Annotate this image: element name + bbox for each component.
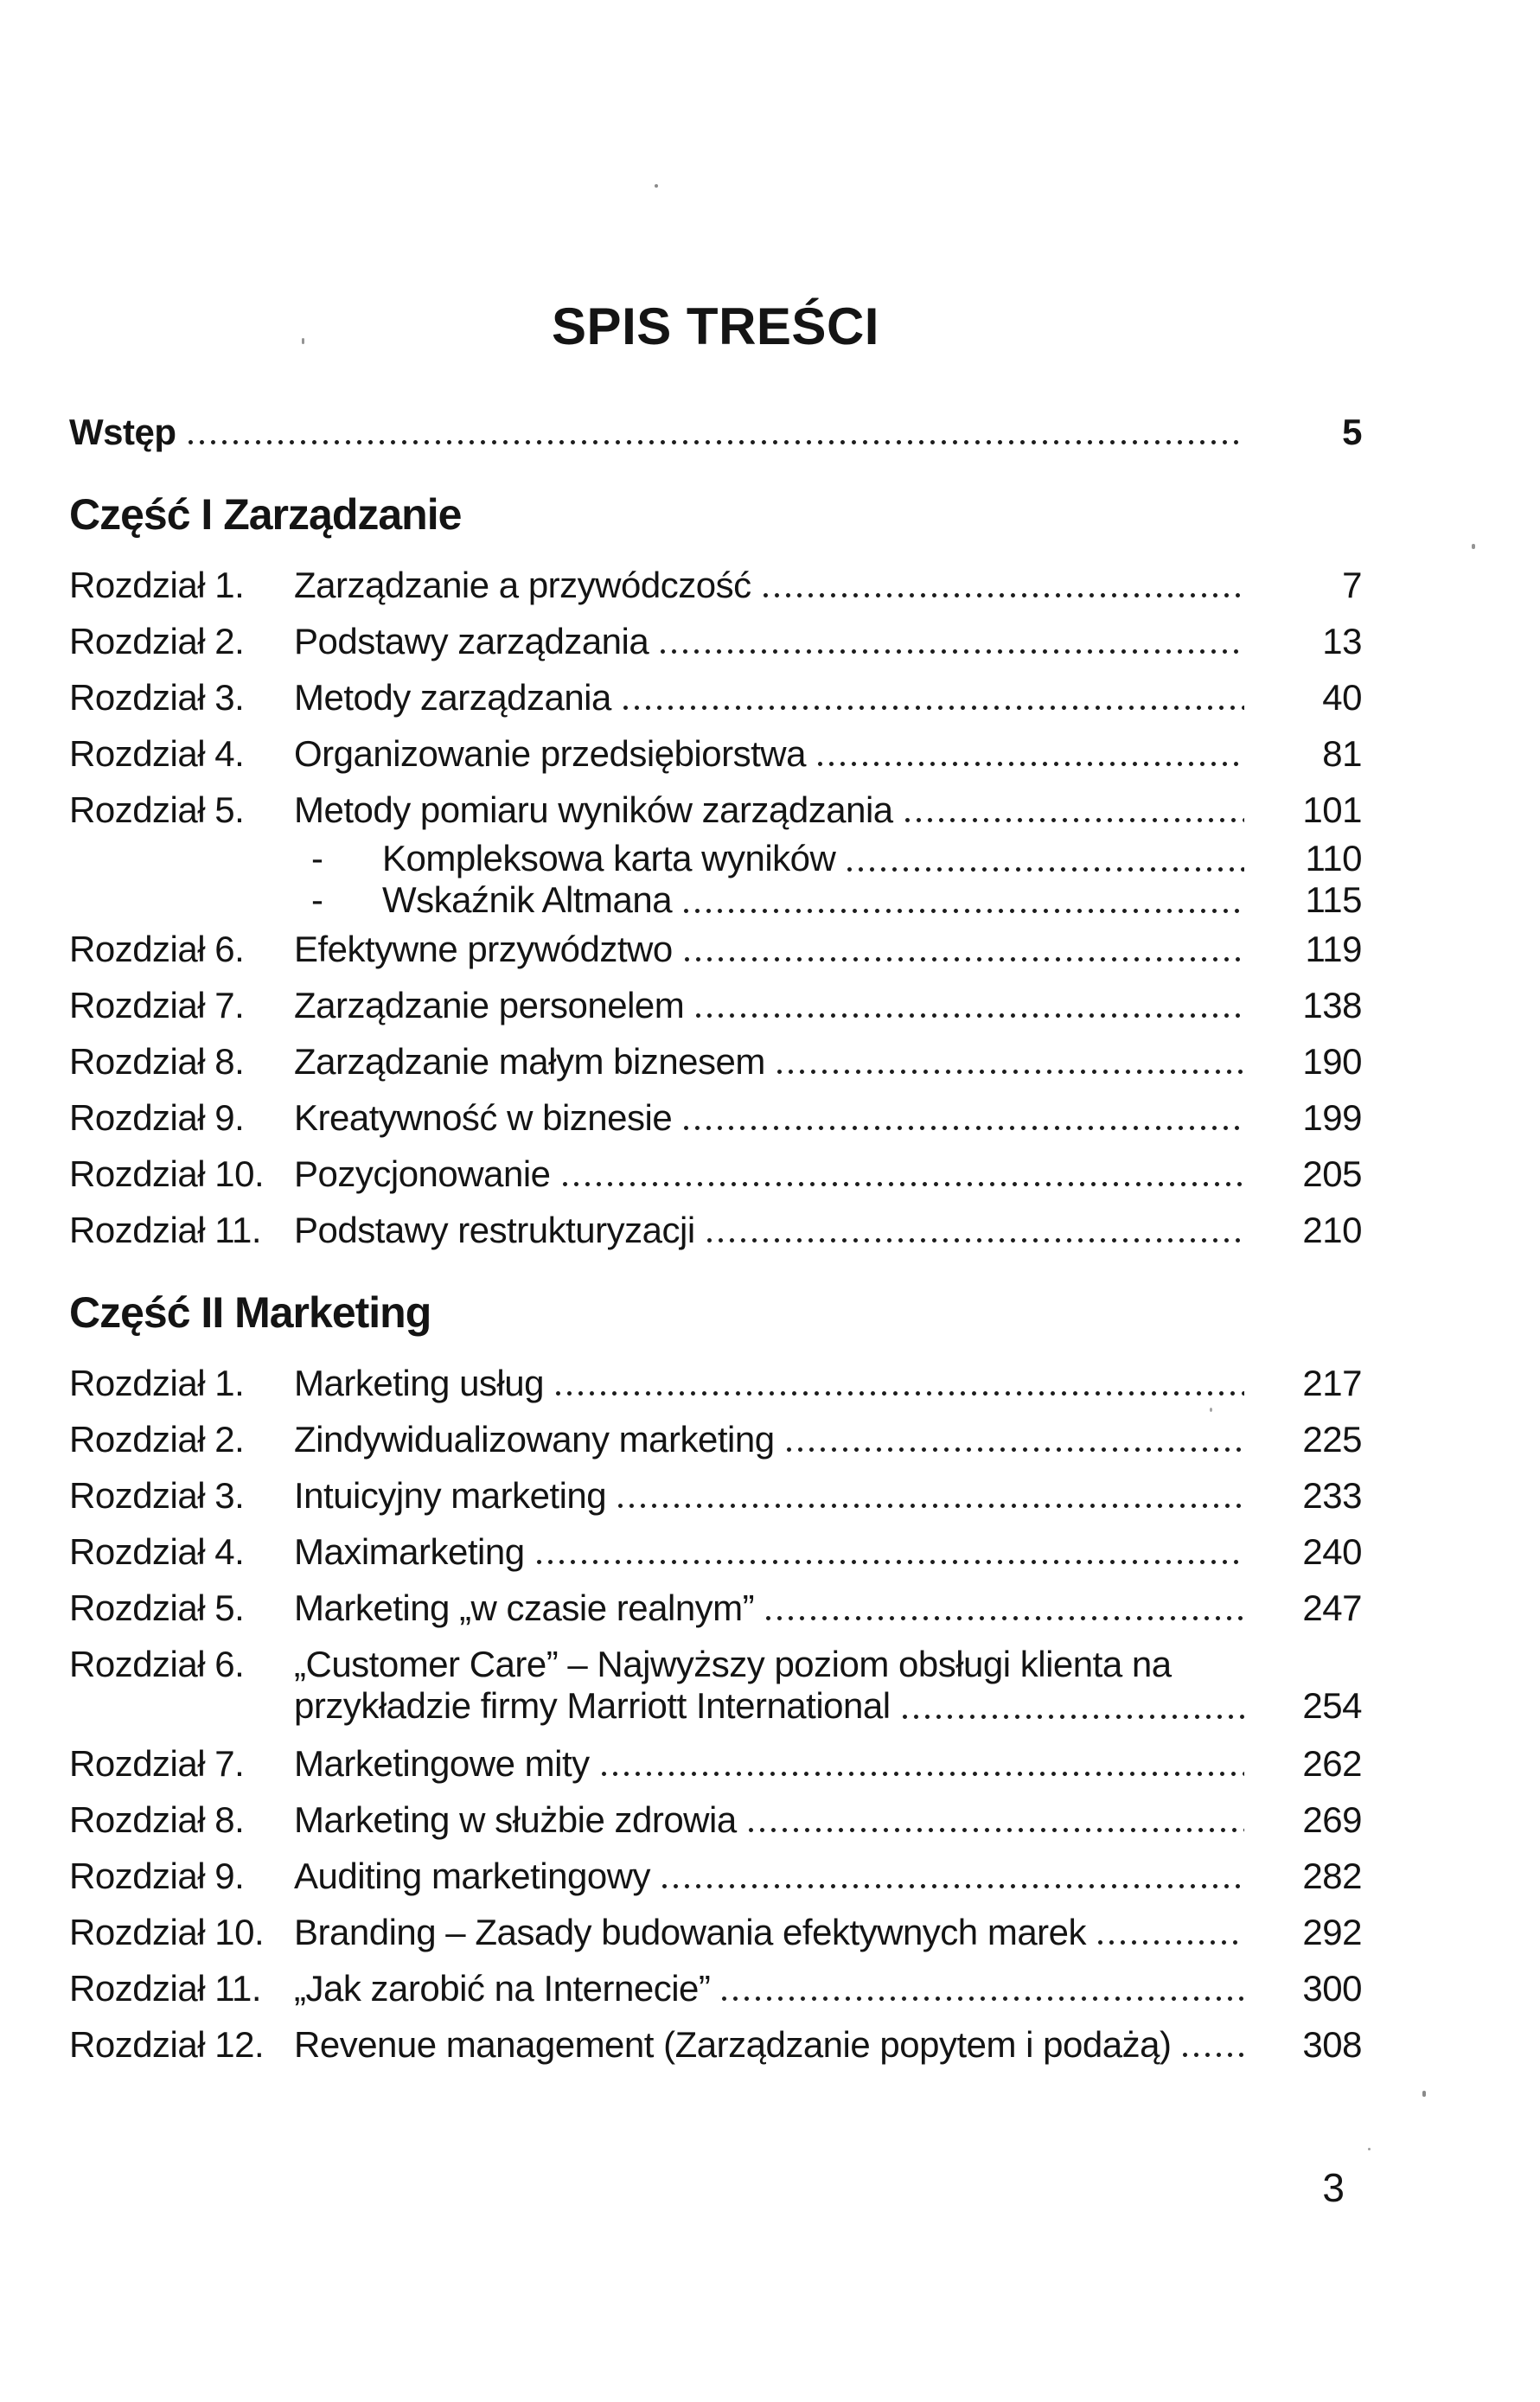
page-ref: 81: [1322, 733, 1362, 774]
dot-leader: [749, 1792, 1244, 1848]
toc-row: [69, 782, 1362, 838]
toc-row: [69, 1636, 1362, 1735]
dot-leader: [189, 404, 1245, 460]
chapter-label: Rozdział 4.: [69, 733, 245, 774]
intro-row: [69, 404, 1362, 460]
indent-spacer: [69, 879, 294, 921]
page-ref: 210: [1302, 1210, 1362, 1250]
chapter-title: Marketing usług: [294, 1363, 544, 1403]
chapter-label: Rozdział 2.: [69, 1419, 245, 1460]
chapter-title: Metody pomiaru wyników zarządzania: [294, 789, 893, 830]
section-rows: [69, 557, 1362, 1258]
scan-speck: [1422, 2091, 1426, 2097]
page-title: SPIS TREŚCI: [552, 297, 879, 355]
chapter-title: Zindywidualizowany marketing: [294, 1419, 775, 1460]
page-ref: 40: [1322, 677, 1362, 718]
scan-speck: [1472, 544, 1475, 549]
dot-leader: [764, 557, 1244, 613]
section-heading: Część II Marketing: [69, 1288, 431, 1337]
chapter-title: Podstawy restrukturyzacji: [294, 1210, 695, 1250]
page-ref: 308: [1302, 2024, 1362, 2065]
page-ref: 119: [1305, 929, 1362, 969]
page-ref: 13: [1322, 621, 1362, 661]
chapter-title: Efektywne przywództwo: [294, 929, 673, 969]
chapter-label: Rozdział 11.: [69, 1210, 262, 1250]
toc-row: [69, 921, 1362, 977]
chapter-title: Zarządzanie personelem: [294, 985, 685, 1025]
chapter-title: Intuicyjny marketing: [294, 1475, 607, 1516]
page-ref: 115: [1305, 879, 1362, 920]
page-ref: 254: [1302, 1685, 1362, 1726]
dot-leader: [618, 1467, 1244, 1524]
toc-row: [69, 1467, 1362, 1524]
chapter-label: Rozdział 8.: [69, 1041, 245, 1082]
dot-leader: [661, 613, 1244, 669]
toc-row: [69, 1355, 1362, 1411]
dot-leader: [847, 838, 1244, 879]
scan-speck: [302, 338, 304, 344]
dot-leader: [722, 1960, 1244, 2016]
chapter-label: Rozdział 3.: [69, 1475, 245, 1516]
chapter-title: Organizowanie przedsiębiorstwa: [294, 733, 806, 774]
chapter-title: Branding – Zasady budowania efektywnych marek: [294, 1912, 1087, 1952]
page-ref: 233: [1302, 1475, 1362, 1516]
chapter-label: Rozdział 10.: [69, 1153, 265, 1194]
toc-row: [69, 1580, 1362, 1636]
page-ref: 282: [1302, 1856, 1362, 1896]
page-ref: 240: [1302, 1531, 1362, 1572]
page-ref: 138: [1302, 985, 1362, 1025]
dot-leader: [696, 977, 1244, 1033]
chapter-label: Rozdział 8.: [69, 1799, 245, 1840]
page-number: 3: [1322, 2165, 1345, 2210]
chapter-title: Auditing marketingowy: [294, 1856, 651, 1896]
dot-leader: [707, 1202, 1244, 1258]
page-ref: 199: [1302, 1097, 1362, 1138]
page-ref: 217: [1302, 1363, 1362, 1403]
chapter-title: Marketing w służbie zdrowia: [294, 1799, 737, 1840]
dot-leader: [905, 782, 1244, 838]
toc-row: [69, 1848, 1362, 1904]
chapter-title: Metody zarządzania: [294, 677, 611, 718]
dot-leader: [766, 1580, 1244, 1636]
toc-row: [69, 1033, 1362, 1089]
chapter-title: Maximarketing: [294, 1531, 525, 1572]
chapter-title-continued: przykładzie firmy Marriott International: [294, 1685, 891, 1726]
chapter-title: Revenue management (Zarządzanie popytem i podażą): [294, 2024, 1172, 2065]
dash-bullet: -: [311, 838, 323, 878]
chapter-label: Rozdział 6.: [69, 1644, 245, 1684]
page-ref: 247: [1302, 1587, 1362, 1628]
chapter-label: Rozdział 9.: [69, 1097, 245, 1138]
toc-row: [69, 1904, 1362, 1960]
chapter-title: Podstawy zarządzania: [294, 621, 649, 661]
toc-row: [69, 1735, 1362, 1792]
chapter-label: Rozdział 7.: [69, 1743, 245, 1784]
intro-label: Wstęp: [69, 412, 176, 452]
dot-leader: [623, 669, 1244, 725]
indent-spacer: [69, 1685, 294, 1727]
toc-row-line2: [69, 1685, 1362, 1727]
dot-leader: [777, 1033, 1244, 1089]
chapter-label: Rozdział 9.: [69, 1856, 245, 1896]
toc-row: [69, 1411, 1362, 1467]
toc-row: [69, 2016, 1362, 2073]
dot-leader: [1183, 2016, 1244, 2073]
chapter-label: Rozdział 4.: [69, 1531, 245, 1572]
toc-row-line1: [69, 1644, 1362, 1685]
page-ref: 7: [1342, 565, 1362, 605]
indent-spacer: [69, 838, 294, 879]
toc-row: [69, 1792, 1362, 1848]
chapter-title: „Customer Care” – Najwyższy poziom obsługi klienta na: [294, 1644, 1172, 1684]
chapter-title: Zarządzanie a przywódczość: [294, 565, 751, 605]
toc-row: [69, 557, 1362, 613]
page-ref: 262: [1302, 1743, 1362, 1784]
page-ref: 205: [1302, 1153, 1362, 1194]
dash-bullet: -: [311, 879, 323, 920]
chapter-label: Rozdział 7.: [69, 985, 245, 1025]
page-ref: 292: [1302, 1912, 1362, 1952]
scan-speck: [655, 184, 658, 188]
chapter-label: Rozdział 5.: [69, 1587, 245, 1628]
page-ref: 110: [1305, 838, 1362, 878]
chapter-label: Rozdział 10.: [69, 1912, 265, 1952]
chapter-label: Rozdział 2.: [69, 621, 245, 661]
toc-row: [69, 1089, 1362, 1146]
scan-speck: [1210, 1408, 1212, 1412]
toc-row: [69, 725, 1362, 782]
scan-speck: [1368, 2148, 1371, 2150]
toc-content-column: [69, 0, 1362, 2073]
chapter-title: Zarządzanie małym biznesem: [294, 1041, 765, 1082]
chapter-title: Pozycjonowanie: [294, 1153, 551, 1194]
toc-row: [69, 1960, 1362, 2016]
dot-leader: [556, 1355, 1244, 1411]
subentry-title: Kompleksowa karta wyników: [382, 838, 836, 878]
page-ref: 5: [1342, 412, 1362, 452]
toc-row: [69, 1202, 1362, 1258]
toc-sections: [69, 484, 1362, 2073]
toc-row: [69, 669, 1362, 725]
section-heading: Część I Zarządzanie: [69, 490, 462, 539]
toc-row: [69, 977, 1362, 1033]
page-ref: 300: [1302, 1968, 1362, 2009]
section-rows: [69, 1355, 1362, 2073]
dot-leader: [787, 1411, 1244, 1467]
chapter-title: „Jak zarobić na Internecie”: [294, 1968, 711, 2009]
page-ref: 225: [1302, 1419, 1362, 1460]
toc-row: [69, 613, 1362, 669]
toc-subrow: [69, 838, 1362, 879]
dot-leader: [818, 725, 1244, 782]
chapter-label: Rozdział 6.: [69, 929, 245, 969]
dot-leader: [662, 1848, 1244, 1904]
chapter-label: Rozdział 11.: [69, 1968, 262, 2009]
chapter-label: Rozdział 5.: [69, 789, 245, 830]
chapter-title: Marketing „w czasie realnym”: [294, 1587, 755, 1628]
toc-row: [69, 1146, 1362, 1202]
chapter-title: Kreatywność w biznesie: [294, 1097, 673, 1138]
dot-leader: [537, 1524, 1244, 1580]
chapter-label: Rozdział 3.: [69, 677, 245, 718]
chapter-title: Marketingowe mity: [294, 1743, 590, 1784]
chapter-label: Rozdział 1.: [69, 1363, 245, 1403]
subentry-title: Wskaźnik Altmana: [382, 879, 673, 920]
dot-leader: [684, 1089, 1244, 1146]
dot-leader: [685, 921, 1244, 977]
page-ref: 101: [1302, 789, 1362, 830]
dot-leader: [903, 1685, 1244, 1727]
dot-leader: [1098, 1904, 1244, 1960]
page-ref: 269: [1302, 1799, 1362, 1840]
dot-leader: [563, 1146, 1244, 1202]
dot-leader: [602, 1735, 1244, 1792]
chapter-label: Rozdział 12.: [69, 2024, 265, 2065]
chapter-label: Rozdział 1.: [69, 565, 245, 605]
toc-row: [69, 1524, 1362, 1580]
dot-leader: [684, 879, 1244, 921]
toc-subrow: [69, 879, 1362, 921]
page-ref: 190: [1302, 1041, 1362, 1082]
